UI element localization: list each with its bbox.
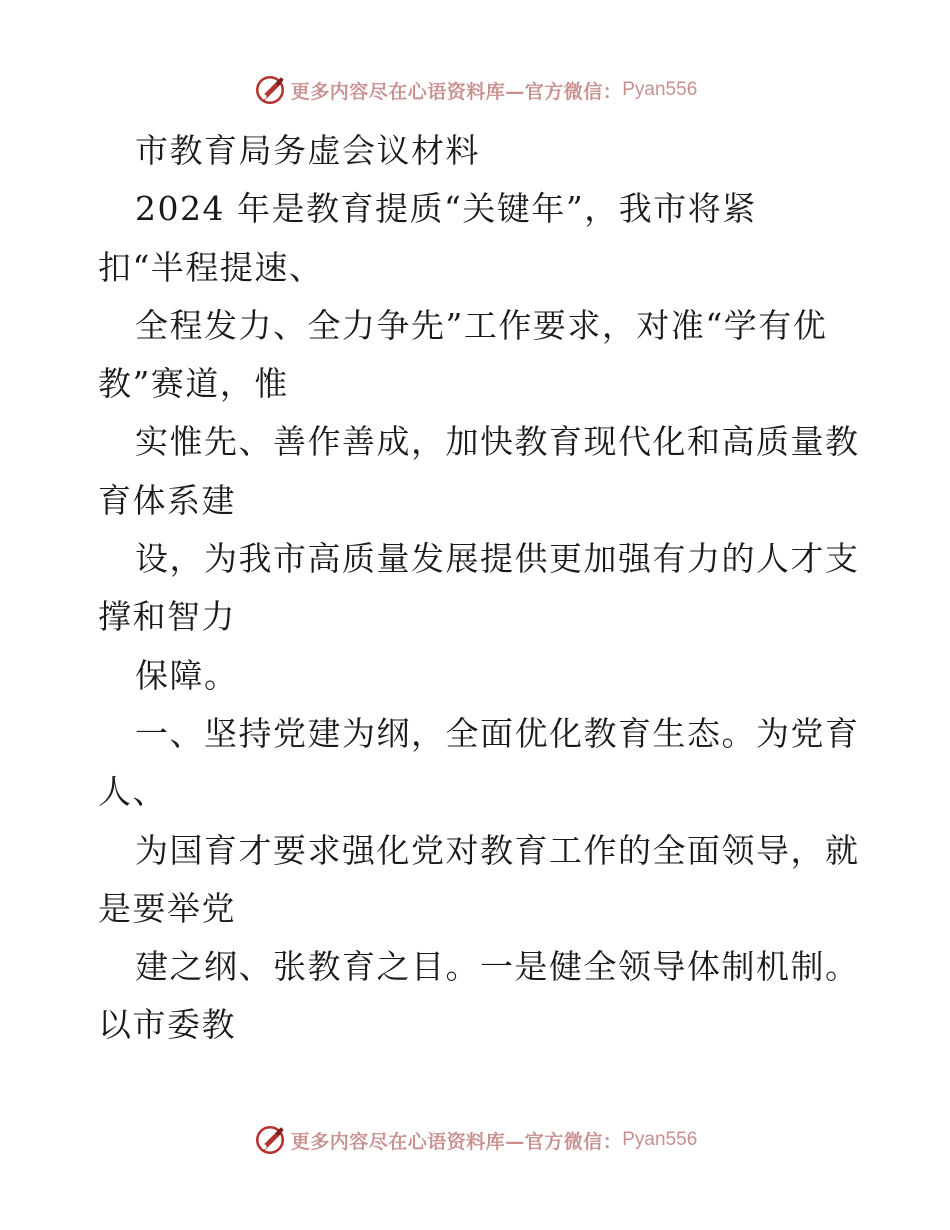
section-heading-line: 一、坚持党建为纲，全面优化教育生态。为党育 (135, 713, 860, 753)
text-line: 建之纲、张教育之目。一是健全领导体制机制。 (135, 947, 860, 987)
text-line: 是要举党 (98, 888, 236, 928)
text-line: 保障。 (135, 655, 239, 695)
seal-logo-icon (253, 1123, 287, 1157)
watermark-wechat-id: Pyan556 (622, 79, 698, 100)
watermark-wechat-id: Pyan556 (622, 1129, 698, 1150)
text-line: 育体系建 (98, 480, 236, 520)
document-title: 市教育局务虚会议材料 (135, 131, 480, 170)
text-line: 设，为我市高质量发展提供更加强有力的人才支 (135, 539, 860, 579)
watermark-text: 更多内容尽在心语资料库—官方微信： (290, 80, 623, 103)
text-line: 全程发力、全力争先”工作要求，对准“学有优 (135, 305, 828, 345)
header-watermark (0, 70, 950, 110)
footer-watermark (0, 1120, 950, 1160)
text-line: 实惟先、善作善成，加快教育现代化和高质量教 (135, 422, 860, 462)
text-line: 撑和智力 (98, 597, 236, 637)
text-line: 以市委教 (98, 1005, 236, 1045)
text-line: 扣“半程提速、 (98, 247, 324, 287)
document-body (98, 122, 858, 1055)
text-line: 教”赛道，惟 (98, 364, 289, 404)
seal-logo-icon (253, 73, 287, 107)
text-line: 2024 年是教育提质“关键年”，我市将紧 (135, 189, 757, 229)
text-line: 为国育才要求强化党对教育工作的全面领导，就 (135, 830, 860, 870)
text-line: 人、 (98, 772, 167, 812)
watermark-text: 更多内容尽在心语资料库—官方微信： (290, 1130, 623, 1153)
